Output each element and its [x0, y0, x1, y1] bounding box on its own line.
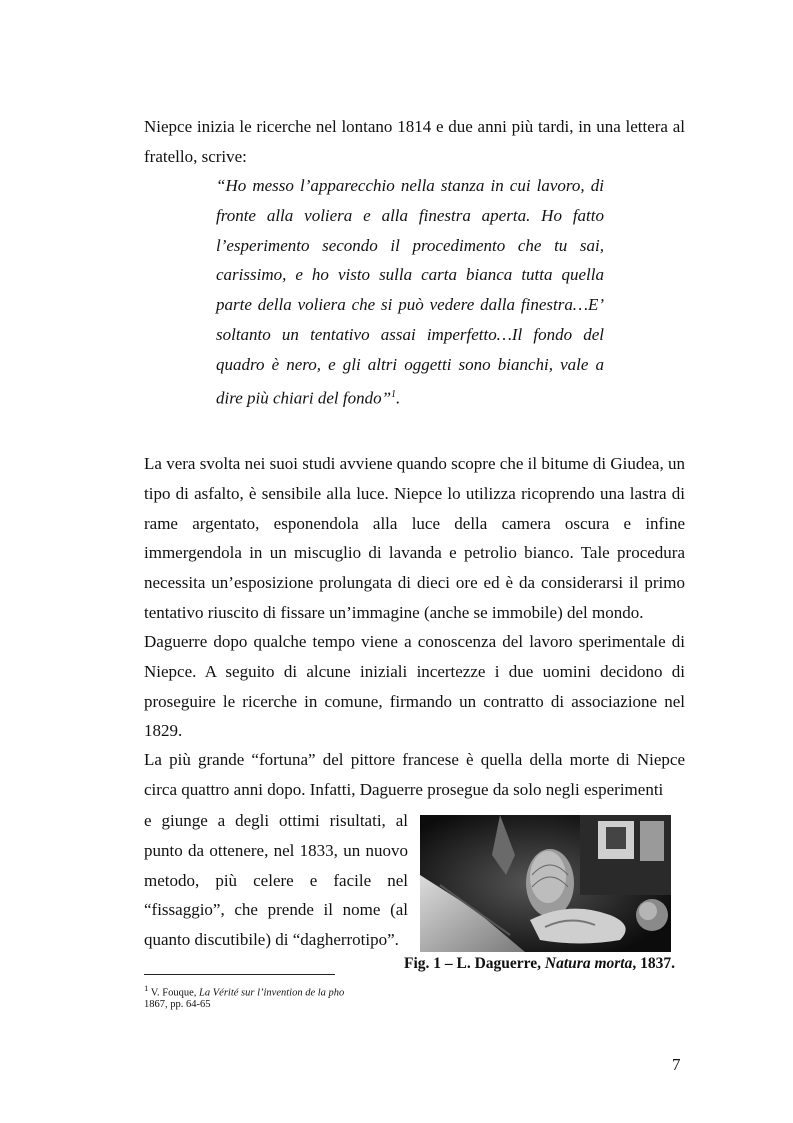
still-life-image	[420, 815, 671, 952]
footnote-number: 1	[144, 983, 149, 993]
caption-suffix: , 1837.	[632, 955, 675, 972]
figure-caption	[404, 955, 687, 973]
caption-prefix: Fig. 1 – L. Daguerre,	[404, 955, 545, 972]
paragraph-fortuna: La più grande “fortuna” del pittore francese è quella della morte di Niepce circa quattro anni dopo. Infatti, Daguerre prosegue da solo negli esperimenti	[144, 750, 685, 799]
paragraph-fortuna-wrap: e giunge a degli ottimi risultati, al punto da ottenere, nel 1833, un nuovo metodo, più celere e facile nel “fissaggio”, che prende il nome (al quanto discutibile) di “dagherrotipo”.	[144, 811, 408, 950]
footnote-line2: 1867, pp. 64-65	[144, 999, 211, 1010]
footnote-author: V. Fouque,	[148, 987, 200, 999]
paragraph-bitume: La vera svolta nei suoi studi avviene quando scopre che il bitume di Giudea, un tipo di asfalto, è sensibile alla luce. Niepce lo utilizza ricoprendo una lastra di rame argentato, esponendola alla luce della camera oscura e infine immergendola in un miscuglio di lavanda e petrolio bianco. Tale procedura necessita un’esposizione prolungata di dieci ore ed è da considerarsi il primo tentativo riuscito di fissare un’immagine (anche se immobile) del mondo.	[144, 454, 685, 622]
page-number: 7	[672, 1055, 681, 1074]
figure-photo-natura-morta	[420, 815, 671, 952]
quote-text: “Ho messo l’apparecchio nella stanza in cui lavoro, di fronte alla voliera e alla finestra aperta. Ho fatto l’esperimento secondo il procedimento che tu sai, carissimo, e ho visto sulla carta bianca tutta quella parte della voliera che si può vedere dalla finestra…E’ soltanto un tentativo assai imperfetto…Il fondo del quadro è nero, e gli altri oggetti sono bianchi, vale a dire più chiari del fondo”	[216, 176, 604, 408]
paragraph-intro: Niepce inizia le ricerche nel lontano 1814 e due anni più tardi, in una lettera al fratello, scrive:	[144, 117, 685, 166]
caption-title: Natura morta	[544, 955, 633, 972]
footnote-divider	[144, 974, 335, 975]
footnote-ref: 1	[391, 388, 397, 400]
paragraph-daguerre: Daguerre dopo qualche tempo viene a conoscenza del lavoro sperimentale di Niepce. A seguito di alcune iniziali incertezze i due uomini decidono di proseguire le ricerche in comune, firmando un contratto di associazione nel 1829.	[144, 632, 685, 741]
footnote-title: La Vérité sur l’invention de la pho	[199, 987, 345, 999]
quote-end: .	[396, 388, 401, 408]
block-quote	[216, 171, 604, 413]
